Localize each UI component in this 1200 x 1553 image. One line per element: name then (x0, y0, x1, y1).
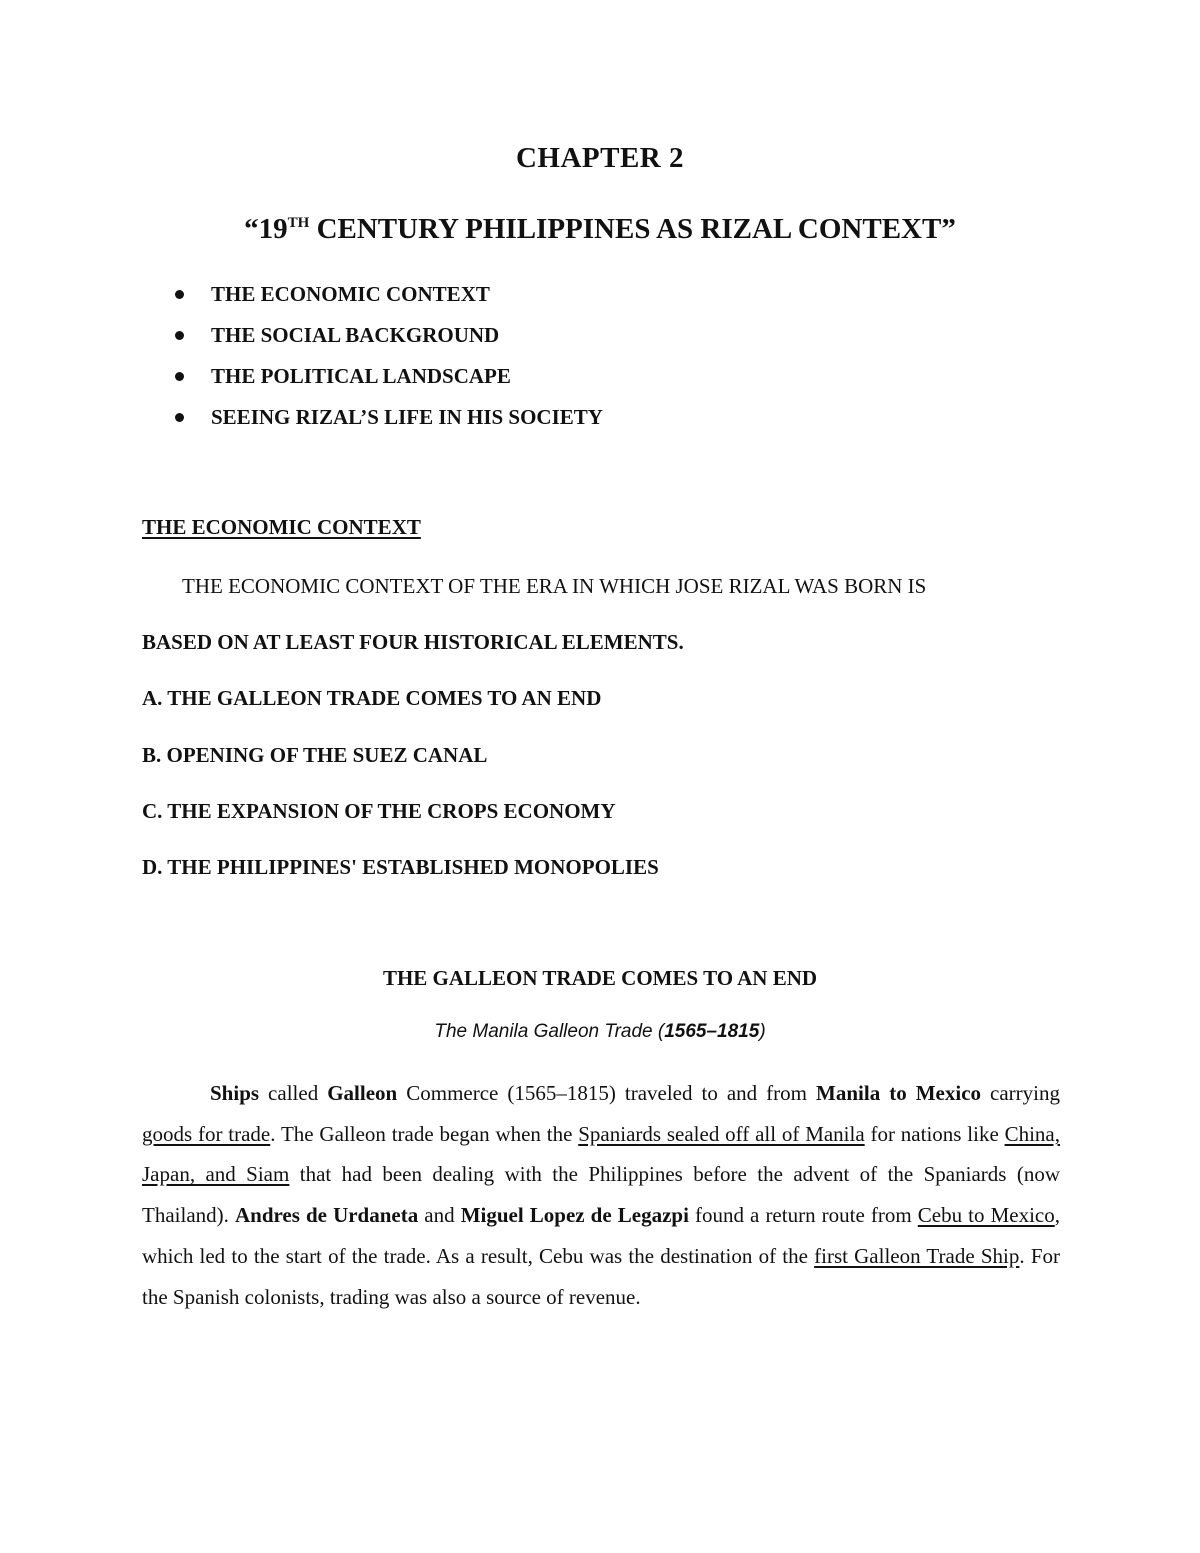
paragraph-text: found a return route from (688, 1203, 918, 1228)
galleon-sub-suffix: ) (759, 1021, 766, 1042)
outline-item-label: THE POLITICAL LANDSCAPE (211, 364, 511, 388)
paragraph-text: and (418, 1203, 461, 1228)
paragraph-text: Commerce (1565–1815) traveled to and from (397, 1081, 817, 1105)
subtitle-superscript: TH (287, 215, 310, 231)
term-galleon: Galleon (327, 1081, 398, 1105)
term-ships: Ships (210, 1081, 260, 1105)
underlined-first-galleon-trade-ship: first Galleon Trade Ship (814, 1243, 1020, 1268)
galleon-sub-years: 1565–1815 (664, 1021, 760, 1042)
outline-item-label: SEEING RIZAL’S LIFE IN HIS SOCIETY (211, 405, 603, 429)
bullet-dot-icon (175, 372, 184, 381)
economic-context-heading: THE ECONOMIC CONTEXT (142, 515, 421, 539)
historical-element-a: A. THE GALLEON TRADE COMES TO AN END (142, 686, 602, 710)
term-miguel-lopez-de-legazpi: Miguel Lopez de Legazpi (460, 1203, 689, 1228)
paragraph-text: carrying (981, 1081, 1060, 1105)
historical-element-d: D. THE PHILIPPINES' ESTABLISHED MONOPOLIES (142, 855, 659, 879)
subtitle-open: “19 (244, 213, 288, 245)
galleon-section-subheading (0, 1021, 1200, 1043)
underlined-spaniards-sealed-off: Spaniards sealed off all of Manila (578, 1121, 865, 1146)
paragraph-text: . For the Spanish colonists, trading was also a source of revenue. (142, 1243, 1060, 1309)
bullet-dot-icon (175, 413, 184, 422)
economic-intro-line-2: BASED ON AT LEAST FOUR HISTORICAL ELEMENTS. (142, 630, 684, 654)
outline-item (172, 362, 603, 403)
paragraph-text: that had been dealing with the Philippines before the advent of the Spaniards (now Thailand). (142, 1162, 1060, 1228)
chapter-title: CHAPTER 2 (515, 142, 685, 174)
economic-intro-line-1: THE ECONOMIC CONTEXT OF THE ERA IN WHICH JOSE RIZAL WAS BORN IS (182, 574, 927, 598)
chapter-subtitle (0, 213, 1200, 246)
chapter-outline-list (172, 280, 603, 444)
bullet-dot-icon (175, 331, 184, 340)
paragraph-text: , which led to the start of the trade. As a result, Cebu was the destination of the (142, 1203, 1060, 1268)
underlined-china-japan-siam: China, Japan, and Siam (142, 1121, 1061, 1187)
galleon-sub-prefix: The Manila Galleon Trade ( (434, 1021, 665, 1042)
term-andres-de-urdaneta: Andres de Urdaneta (234, 1203, 419, 1228)
underlined-cebu-to-mexico: Cebu to Mexico (917, 1203, 1055, 1228)
outline-item-label: THE ECONOMIC CONTEXT (211, 282, 490, 306)
underlined-goods-for-trade: goods for trade (142, 1121, 271, 1146)
bullet-dot-icon (175, 290, 184, 299)
galleon-paragraph (142, 1073, 1060, 1317)
galleon-section-heading: THE GALLEON TRADE COMES TO AN END (382, 966, 818, 990)
outline-item (172, 403, 603, 444)
paragraph-text: called (259, 1081, 328, 1105)
historical-element-b: B. OPENING OF THE SUEZ CANAL (142, 743, 488, 767)
outline-item-label: THE SOCIAL BACKGROUND (211, 323, 500, 347)
paragraph-text: . The Galleon trade began when the (270, 1121, 579, 1146)
outline-item (172, 280, 603, 321)
paragraph-text: for nations like (864, 1121, 1005, 1146)
subtitle-rest: CENTURY PHILIPPINES AS RIZAL CONTEXT” (309, 213, 956, 245)
term-manila-to-mexico: Manila to Mexico (816, 1081, 982, 1105)
outline-item (172, 321, 603, 362)
historical-element-c: C. THE EXPANSION OF THE CROPS ECONOMY (142, 799, 616, 823)
